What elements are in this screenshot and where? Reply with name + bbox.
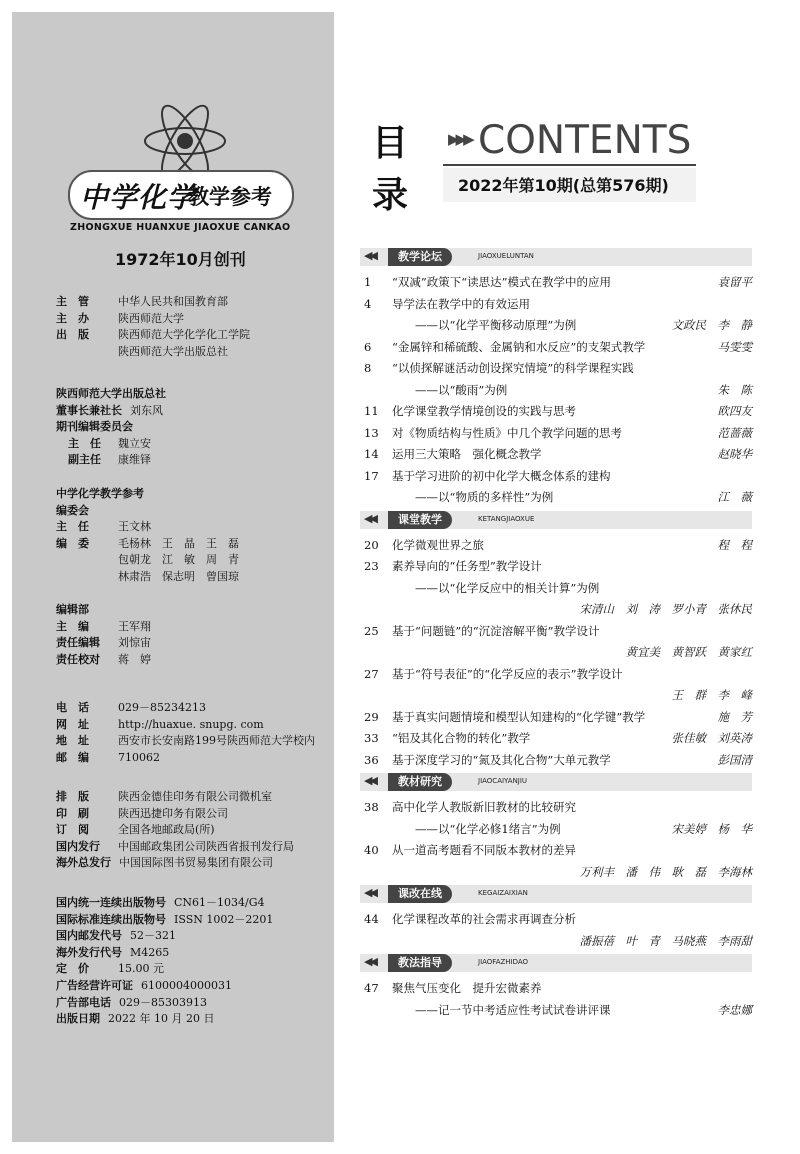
article-title: 聚焦气压变化 提升宏微素养 — [392, 981, 542, 995]
section-header — [360, 885, 752, 904]
article-authors: 宋清山 刘 涛 罗小青 张休民 — [579, 602, 752, 616]
toc-entry — [360, 423, 752, 445]
article-title: 基于深度学习的“氮及其化合物”大单元教学 — [392, 752, 611, 767]
section-pinyin: JIAOCAIYANJIU — [478, 777, 528, 785]
section-title: 教材研究 — [388, 773, 452, 791]
section-header — [360, 954, 752, 973]
article-title: 素养导向的“任务型”教学设计 — [392, 559, 542, 573]
header-divider — [443, 164, 696, 166]
contact-block: 电 话 029－85234213 网 址 http://huaxue. snupg. com 地 址 西安市长安南路199号陕西师范大学校内 邮 编 710062 — [56, 701, 315, 764]
page-number: 23 — [364, 559, 379, 573]
article-authors: 潘振蓓 叶 青 马晓燕 李雨甜 — [579, 933, 752, 948]
article-title: 高中化学人教版新旧教材的比较研究 — [392, 800, 576, 814]
editorial-block: 编辑部 主 编 王军翔 责任编辑 刘惊宙 责任校对 蒋 婷 — [56, 603, 151, 666]
article-authors: 万利丰 潘 伟 耿 磊 李海林 — [579, 864, 752, 879]
page-number: 38 — [364, 800, 379, 814]
section-pinyin: JIAOFAZHIDAO — [478, 958, 529, 966]
page-number: 47 — [364, 981, 379, 995]
toc-entry — [360, 750, 752, 772]
page-number: 6 — [364, 339, 372, 354]
article-authors: 文政民 李 静 — [671, 318, 752, 332]
toc-entry — [360, 556, 752, 578]
article-authors: 程 程 — [717, 537, 752, 552]
page-number: 44 — [364, 912, 379, 926]
article-title: “金属锌和稀硫酸、金属钠和水反应”的支架式教学 — [392, 339, 646, 354]
page-number: 8 — [364, 361, 372, 375]
page-number: 20 — [364, 537, 379, 552]
article-subtitle-row — [360, 315, 752, 337]
article-title: 化学课程改革的社会需求再调查分析 — [392, 912, 576, 926]
toc-entry — [360, 840, 752, 862]
article-title: 基于“问题链”的“沉淀溶解平衡”教学设计 — [392, 623, 600, 638]
double-arrow-icon: ▶▶▶ — [448, 130, 471, 148]
toc-entry — [360, 978, 752, 1000]
article-subtitle: ——以“化学必修1绪言”为例 — [415, 821, 561, 836]
toc-entry — [360, 535, 752, 557]
article-title: “铝及其化合物的转化”教学 — [392, 731, 531, 745]
article-subtitle-row — [360, 578, 752, 600]
section-pinyin: KEGAIZAIXIAN — [478, 889, 528, 897]
toc-entry — [360, 621, 752, 643]
article-title: 化学课堂教学情境创设的实践与思考 — [392, 404, 576, 418]
section-title: 教学论坛 — [388, 248, 452, 266]
article-authors: 朱 陈 — [717, 382, 752, 397]
double-arrow-icon: ◀◀ — [364, 249, 375, 262]
page-number: 1 — [364, 275, 372, 289]
double-arrow-icon: ◀◀ — [364, 511, 375, 525]
section-header — [360, 773, 752, 792]
logo-name-part1: 中学化学 — [80, 181, 197, 214]
table-of-contents — [360, 246, 752, 1021]
article-authors: 王 群 李 峰 — [671, 688, 752, 702]
toc-entry — [360, 797, 752, 819]
article-authors: 马雯雯 — [717, 339, 752, 354]
toc-entry — [360, 664, 752, 686]
page-number: 14 — [364, 447, 379, 461]
toc-entry — [360, 294, 752, 316]
section-title: 课改在线 — [388, 885, 452, 903]
article-title: “以侦探解谜活动创设探究情境”的科学课程实践 — [392, 361, 634, 375]
issue-number: 2022年第10期(总第576期) — [458, 176, 669, 195]
article-subtitle: ——以“物质的多样性”为例 — [415, 490, 554, 504]
article-subtitle: ——以“化学反应中的相关计算”为例 — [415, 580, 600, 595]
page-number: 13 — [364, 425, 379, 440]
double-arrow-icon: ◀◀ — [364, 955, 375, 968]
toc-entry — [360, 707, 752, 729]
toc-entry — [360, 401, 752, 423]
toc-entry — [360, 337, 752, 359]
page-number: 11 — [364, 404, 379, 418]
press-heading: 陕西师范大学出版总社 — [56, 387, 166, 400]
article-authors: 欧四友 — [717, 404, 752, 418]
logo-pinyin: ZHONGXUE HUANXUE JIAOXUE CANKAO — [70, 222, 291, 233]
double-arrow-icon: ◀◀ — [364, 886, 375, 899]
article-authors: 范蔷薇 — [717, 425, 752, 440]
article-subtitle: ——记一节中考适应性考试试卷讲评课 — [415, 1002, 611, 1017]
section-pinyin: JIAOXUELUNTAN — [478, 252, 534, 260]
toc-entry — [360, 466, 752, 488]
article-title: 运用三大策略 强化概念教学 — [392, 447, 542, 461]
mulu-title: 目 录 — [372, 123, 409, 216]
double-arrow-icon: ◀◀ — [364, 774, 375, 787]
toc-entry — [360, 358, 752, 380]
article-title: “双减”政策下“读思达”模式在教学中的应用 — [392, 275, 612, 289]
press-board-block: 陕西师范大学出版总社 董事长兼社长 刘东风 期刊编辑委员会 主 任 魏立安 副主任 康维铎 — [56, 387, 166, 467]
article-title: 化学微观世界之旅 — [392, 537, 484, 552]
section-pinyin: KETANGJIAOXUE — [478, 514, 535, 523]
journal-board-block: 中学化学教学参考 编委会 主 任 王文林 编 委 毛杨林 王 晶 王 磊 包朝龙 江 敏 周 青 林肃浩 保志明 曾国琼 — [56, 487, 239, 583]
toc-entry — [360, 909, 752, 931]
page-number: 17 — [364, 468, 379, 483]
toc-entry — [360, 272, 752, 294]
page-number: 25 — [364, 623, 379, 638]
article-authors: 江 薇 — [717, 490, 752, 504]
article-authors: 宋美婷 杨 华 — [671, 821, 752, 836]
article-authors: 袁留平 — [717, 275, 752, 289]
page-number: 40 — [364, 843, 379, 857]
page-number: 29 — [364, 709, 379, 724]
article-authors: 施 芳 — [717, 709, 752, 724]
publisher-block: 主 管 中华人民共和国教育部 主 办 陕西师范大学 出 版 陕西师范大学化学化工学院 陕西师范大学出版总社 — [56, 295, 250, 358]
article-authors: 赵晓华 — [717, 447, 752, 461]
section-title: 教法指导 — [388, 954, 452, 972]
article-title: 基于真实问题情境和模型认知建构的“化学键”教学 — [392, 709, 646, 724]
journal-logo — [64, 98, 294, 238]
section-header — [360, 248, 752, 267]
article-subtitle-row — [360, 487, 752, 509]
page-number: 36 — [364, 752, 379, 767]
numbers-block: 国内统一连续出版物号 CN61－1034/G4 国际标准连续出版物号 ISSN 1002－2201 国内邮发代号 52－321 海外发行代号 M4265 定 价 15.00 元 广告经营许可证 6100004000031 广告部电话 029－85303913 出版日期 2022 年 10 月 20 日 — [56, 896, 274, 1026]
article-title: 基于“符号表征”的“化学反应的表示”教学设计 — [392, 666, 623, 681]
logo-name-part2: 教学参考 — [188, 185, 272, 209]
website-link: http://huaxue. snupg. com — [118, 717, 264, 731]
contents-title: CONTENTS — [478, 118, 692, 163]
article-subtitle: ——以“化学平衡移动原理”为例 — [415, 318, 577, 332]
article-title: 导学法在教学中的有效运用 — [392, 296, 530, 311]
article-title: 从一道高考题看不同版本教材的差异 — [392, 843, 576, 857]
article-title: 对《物质结构与性质》中几个教学问题的思考 — [392, 425, 622, 440]
left-info-panel — [12, 12, 334, 1142]
article-authors: 张佳敏 刘英涛 — [671, 731, 752, 745]
page-number: 4 — [364, 296, 372, 311]
article-title: 基于学习进阶的初中化学大概念体系的建构 — [392, 468, 611, 483]
page-number: 33 — [364, 731, 379, 745]
founded-date: 1972年10月创刊 — [115, 250, 246, 269]
printing-block: 排 版 陕西金德佳印务有限公司微机室 印 刷 陕西迅捷印务有限公司 订 阅 全国各地邮政局(所) 国内发行 中国邮政集团公司陕西省报刊发行局 海外总发行 中国国际图书贸易集团有限公司 — [56, 790, 294, 870]
article-subtitle-row — [360, 1000, 752, 1022]
toc-entry — [360, 444, 752, 466]
article-authors: 黄宜美 黄智跃 黄家红 — [625, 645, 752, 659]
article-subtitle-row — [360, 819, 752, 841]
page-number: 27 — [364, 666, 379, 681]
article-subtitle-row — [360, 380, 752, 402]
section-header — [360, 511, 752, 530]
logo-banner — [68, 170, 294, 220]
article-subtitle: ——以“酸雨”为例 — [415, 382, 508, 397]
article-authors: 李忠娜 — [717, 1002, 752, 1017]
toc-entry — [360, 728, 752, 750]
section-title: 课堂教学 — [388, 511, 452, 529]
article-authors: 彭国清 — [717, 752, 752, 767]
